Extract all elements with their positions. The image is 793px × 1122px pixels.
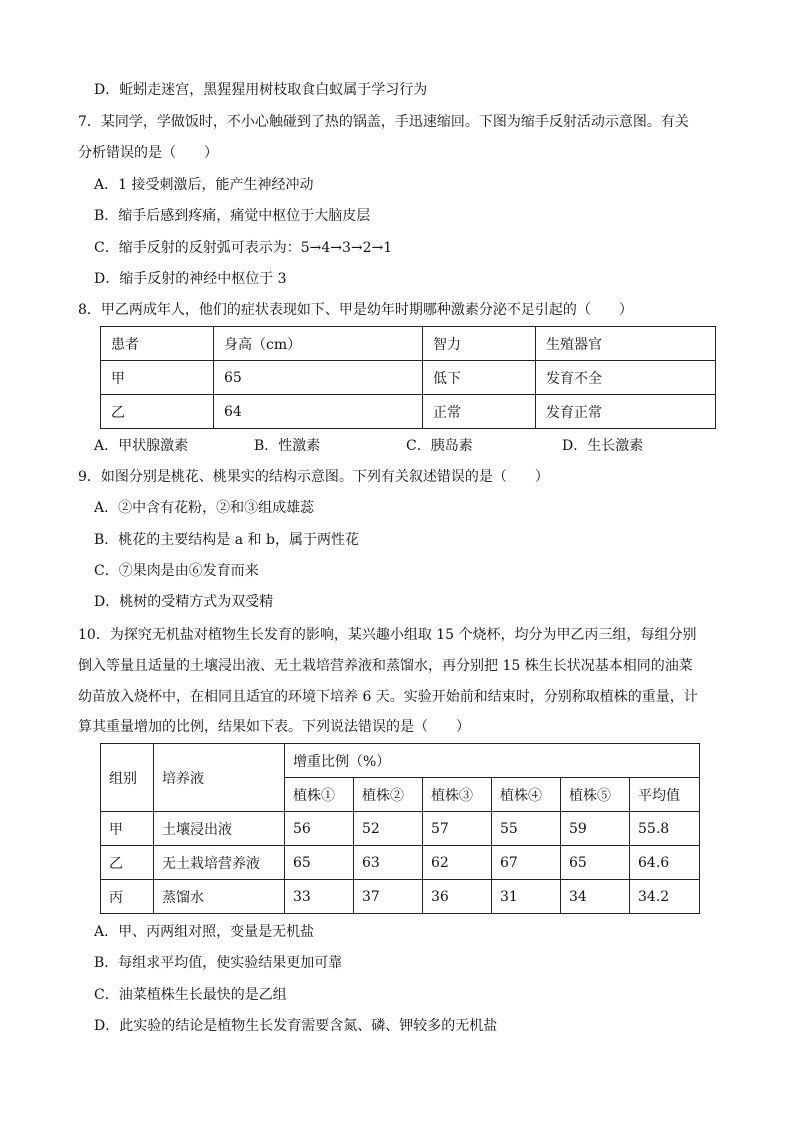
table-subheader-cell: 植株② <box>354 778 423 812</box>
table-cell: 无土栽培营养液 <box>154 846 285 880</box>
q10-option-c: C．油菜植株生长最快的是乙组 <box>94 987 287 1003</box>
table-cell: 34.2 <box>630 880 700 914</box>
table-header-cell: 患者 <box>101 327 214 361</box>
table-header-cell-group: 组别 <box>101 744 154 812</box>
table-cell: 56 <box>285 812 354 846</box>
q8-stem: 8．甲乙两成年人，他们的症状表现如下、甲是幼年时期哪种激素分泌不足引起的（ ） <box>78 302 633 318</box>
table-cell: 正常 <box>423 395 536 429</box>
table-subheader-cell: 植株③ <box>423 778 492 812</box>
table-cell: 65 <box>214 361 423 395</box>
table-cell: 低下 <box>423 361 536 395</box>
table-subheader-cell: 植株⑤ <box>561 778 630 812</box>
table-cell: 57 <box>423 812 492 846</box>
table-cell: 发育正常 <box>536 395 716 429</box>
table-header-cell: 智力 <box>423 327 536 361</box>
table-cell: 63 <box>354 846 423 880</box>
table-cell: 丙 <box>101 880 154 914</box>
table-header-row <box>101 327 716 361</box>
table-row <box>101 880 700 914</box>
table-cell: 36 <box>423 880 492 914</box>
q8-option-d: D．生长激素 <box>562 438 644 454</box>
table-row <box>101 846 700 880</box>
q9-option-d: D．桃树的受精方式为双受精 <box>94 594 274 610</box>
table-cell: 59 <box>561 812 630 846</box>
q10-stem-line-4: 算其重量增加的比例，结果如下表。下列说法错误的是（ ） <box>78 719 470 735</box>
table-header-cell-ratio: 增重比例（%） <box>285 744 700 778</box>
table-cell: 31 <box>492 880 561 914</box>
table-header-cell: 身高（cm） <box>214 327 423 361</box>
table-cell: 65 <box>561 846 630 880</box>
table-cell: 55.8 <box>630 812 700 846</box>
table-cell: 甲 <box>101 812 154 846</box>
q8-options <box>94 436 734 456</box>
q10-stem-line-2: 倒入等量且适量的土壤浸出液、无土栽培营养液和蒸馏水，再分别把 15 株生长状况基本相同的油菜 <box>78 658 693 674</box>
table-cell: 52 <box>354 812 423 846</box>
q7-option-b: B．缩手后感到疼痛，痛觉中枢位于大脑皮层 <box>94 208 371 224</box>
q10-option-d: D．此实验的结论是植物生长发育需要含氮、磷、钾较多的无机盐 <box>94 1018 498 1034</box>
table-cell: 64.6 <box>630 846 700 880</box>
table-header-cell: 生殖器官 <box>536 327 716 361</box>
q9-stem: 9．如图分别是桃花、桃果实的结构示意图。下列有关叙述错误的是（ ） <box>78 469 549 485</box>
table-cell: 64 <box>214 395 423 429</box>
table-cell: 55 <box>492 812 561 846</box>
table-subheader-cell: 植株④ <box>492 778 561 812</box>
table-cell: 62 <box>423 846 492 880</box>
table-cell: 67 <box>492 846 561 880</box>
q6-option-d: D．蚯蚓走迷宫，黑猩猩用树枝取食白蚁属于学习行为 <box>94 82 428 98</box>
q9-option-a: A．②中含有花粉，②和③组成雄蕊 <box>94 500 315 516</box>
table-cell: 65 <box>285 846 354 880</box>
table-cell: 37 <box>354 880 423 914</box>
table-header-row <box>101 744 700 778</box>
q7-stem-line-2: 分析错误的是（ ） <box>78 145 218 161</box>
q10-stem-line-3: 幼苗放入烧杯中，在相同且适宜的环境下培养 6 天。实验开始前和结束时，分别称取植株的重量，计 <box>78 689 698 705</box>
q10-option-b: B．每组求平均值，使实验结果更加可靠 <box>94 955 343 971</box>
table-subheader-cell: 平均值 <box>630 778 700 812</box>
table-cell: 乙 <box>101 395 214 429</box>
table-cell: 蒸馏水 <box>154 880 285 914</box>
q8-option-a: A．甲状腺激素 <box>94 438 189 454</box>
table-row <box>101 361 716 395</box>
table-cell: 土壤浸出液 <box>154 812 285 846</box>
q9-option-b: B．桃花的主要结构是 a 和 b，属于两性花 <box>94 532 359 548</box>
table-cell: 乙 <box>101 846 154 880</box>
q7-stem-line-1: 7．某同学，学做饭时，不小心触碰到了热的锅盖，手迅速缩回。下图为缩手反射活动示意图。有关 <box>78 114 689 130</box>
q9-option-c: C．⑦果肉是由⑥发育而来 <box>94 563 259 579</box>
table-subheader-cell: 植株① <box>285 778 354 812</box>
table-cell: 33 <box>285 880 354 914</box>
q7-option-c: C．缩手反射的反射弧可表示为：5→4→3→2→1 <box>94 240 393 256</box>
q10-option-a: A．甲、丙两组对照，变量是无机盐 <box>94 924 315 940</box>
q8-symptom-table <box>100 326 716 429</box>
q10-stem-line-1: 10．为探究无机盐对植物生长发育的影响，某兴趣小组取 15 个烧杯，均分为甲乙丙三组，每组分别 <box>78 627 697 643</box>
table-row <box>101 395 716 429</box>
q7-option-a: A．1 接受刺激后，能产生神经冲动 <box>94 177 314 193</box>
table-cell: 34 <box>561 880 630 914</box>
q10-results-table <box>100 743 700 914</box>
q8-option-c: C．胰岛素 <box>406 438 473 454</box>
table-cell: 甲 <box>101 361 214 395</box>
q8-option-b: B．性激素 <box>254 438 321 454</box>
table-header-cell-medium: 培养液 <box>154 744 285 812</box>
table-row <box>101 812 700 846</box>
q7-option-d: D．缩手反射的神经中枢位于 3 <box>94 271 287 287</box>
table-cell: 发育不全 <box>536 361 716 395</box>
